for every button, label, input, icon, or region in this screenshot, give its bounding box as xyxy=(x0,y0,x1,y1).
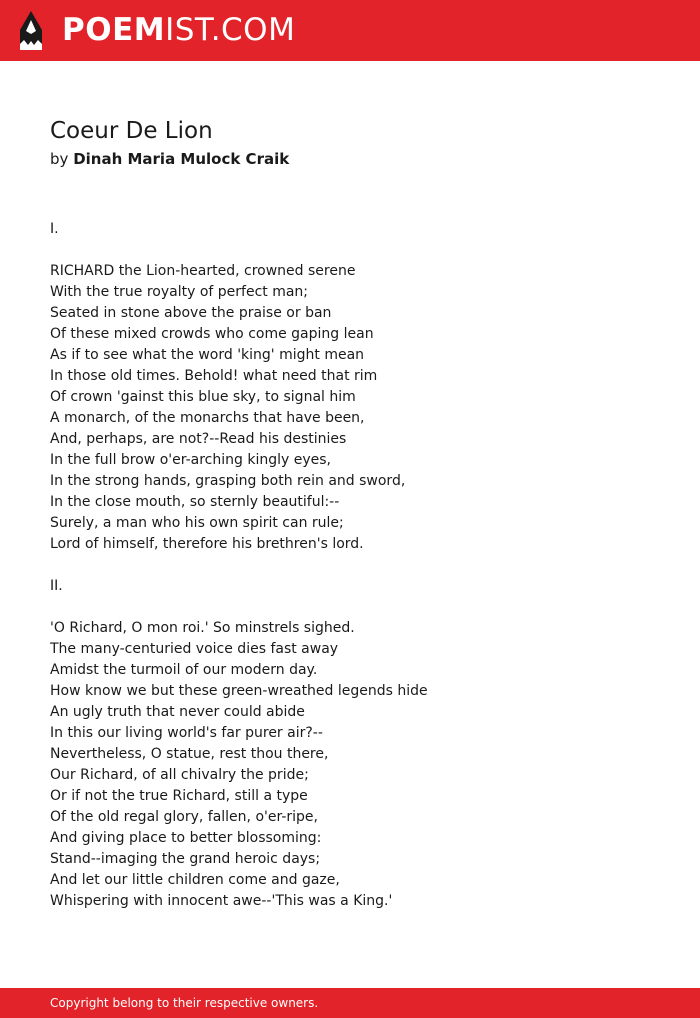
poem-line: Stand--imaging the grand heroic days; xyxy=(50,851,321,867)
site-footer xyxy=(0,988,700,1018)
poem-line: Seated in stone above the praise or ban xyxy=(50,305,332,321)
poem-line: In those old times. Behold! what need that rim xyxy=(50,368,378,384)
stanza-break xyxy=(50,240,650,261)
stanza-break xyxy=(50,597,650,618)
poem-line: II. xyxy=(50,578,63,594)
poem-line: A monarch, of the monarchs that have been, xyxy=(50,410,365,426)
poem-line: Of these mixed crowds who come gaping lean xyxy=(50,326,374,342)
poem-line: Whispering with innocent awe--'This was a King.' xyxy=(50,893,393,909)
poem-line: The many-centuried voice dies fast away xyxy=(50,641,339,657)
poem-line: I. xyxy=(50,221,59,237)
poem-line: Amidst the turmoil of our modern day. xyxy=(50,662,318,678)
poem-line: How know we but these green-wreathed legends hide xyxy=(50,683,428,699)
by-label: by xyxy=(50,150,69,168)
logo-text-bold: POEM xyxy=(62,12,166,48)
author-name: Dinah Maria Mulock Craik xyxy=(73,150,290,168)
site-logo[interactable] xyxy=(62,11,295,49)
poem-line: In the full brow o'er-arching kingly eyes, xyxy=(50,452,331,468)
poem-line: Surely, a man who his own spirit can rule; xyxy=(50,515,344,531)
poem-byline xyxy=(50,149,289,169)
poem-line: As if to see what the word 'king' might mean xyxy=(50,347,365,363)
logo-text-light: IST.COM xyxy=(165,12,296,48)
poem-line: With the true royalty of perfect man; xyxy=(50,284,309,300)
poem-line: And, perhaps, are not?--Read his destinies xyxy=(50,431,347,447)
poem-line: Lord of himself, therefore his brethren's lord. xyxy=(50,536,364,552)
site-header xyxy=(0,0,700,61)
poem-line: In this our living world's far purer air?-- xyxy=(50,725,323,741)
poem-line: Of the old regal glory, fallen, o'er-ripe, xyxy=(50,809,318,825)
poem-line: Or if not the true Richard, still a type xyxy=(50,788,308,804)
copyright-text: Copyright belong to their respective owners. xyxy=(50,996,319,1010)
poem-line: Our Richard, of all chivalry the pride; xyxy=(50,767,309,783)
poem-line: And let our little children come and gaze, xyxy=(50,872,340,888)
stanza-break xyxy=(50,555,650,576)
poem-title: Coeur De Lion xyxy=(50,118,213,144)
poem-line: Of crown 'gainst this blue sky, to signal him xyxy=(50,389,356,405)
poem-line: In the close mouth, so sternly beautiful:-- xyxy=(50,494,340,510)
poem-line: In the strong hands, grasping both rein and sword, xyxy=(50,473,406,489)
poem-body xyxy=(50,219,650,912)
poem-line: And giving place to better blossoming: xyxy=(50,830,322,846)
poem-line: 'O Richard, O mon roi.' So minstrels sighed. xyxy=(50,620,355,636)
pen-nib-icon[interactable] xyxy=(18,10,44,52)
poem-line: Nevertheless, O statue, rest thou there, xyxy=(50,746,329,762)
poem-line: An ugly truth that never could abide xyxy=(50,704,305,720)
poem-line: RICHARD the Lion-hearted, crowned serene xyxy=(50,263,356,279)
